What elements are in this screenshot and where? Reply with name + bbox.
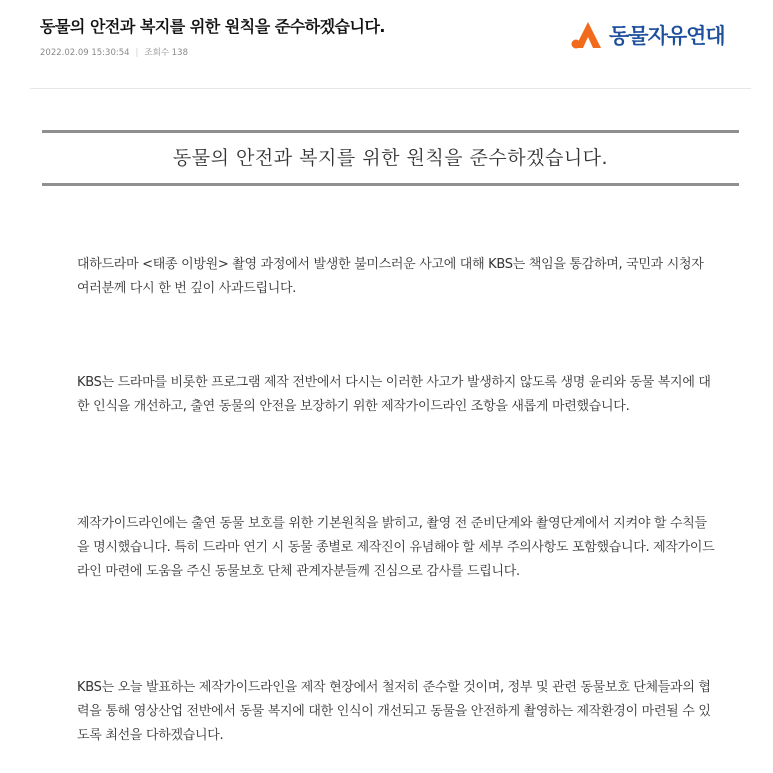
view-count: 조회수 138 xyxy=(144,48,188,58)
kara-logo[interactable] xyxy=(571,18,725,52)
meta-divider: | xyxy=(135,48,139,58)
paragraph-commitment: KBS는 오늘 발표하는 제작가이드라인을 제작 현장에서 철저히 준수할 것이며, 정부 및 관련 동물보호 단체들과의 협력을 통해 영상산업 전반에서 동물 복지에 대한 인식이 개선되고 동물을 안전하게 촬영하는 제작환경이 마련될 수 있도록 최선을 다하겠습니다. xyxy=(77,680,711,743)
post-header xyxy=(0,0,773,88)
logo-text: 동물자유연대 xyxy=(609,24,725,48)
paragraph-guideline-details: 제작가이드라인에는 출연 동물 보호를 위한 기본원칙을 밝히고, 촬영 전 준비단계와 촬영단계에서 지켜야 할 수칙들을 명시했습니다. 특히 드라마 연기 시 동물 종별로 제작진이 유념해야 할 세부 주의사항도 포함했습니다. 제작가이드라인 마련에 도움을 주신 동물보호 단체 관계자분들께 진심으로 감사를 드립니다. xyxy=(77,516,715,579)
header-divider xyxy=(30,88,751,89)
banner-title: 동물의 안전과 복지를 위한 원칙을 준수하겠습니다. xyxy=(172,147,609,169)
paragraph-guideline-intro: KBS는 드라마를 비롯한 프로그램 제작 전반에서 다시는 이러한 사고가 발생하지 않도록 생명 윤리와 동물 복지에 대한 인식을 개선하고, 출연 동물의 안전을 보장하기 위한 제작가이드라인 조항을 새롭게 마련했습니다. xyxy=(77,375,711,414)
paragraph-apology: 대하드라마 <태종 이방원> 촬영 과정에서 발생한 불미스러운 사고에 대해 KBS는 책임을 통감하며, 국민과 시청자 여러분께 다시 한 번 깊이 사과드립니다. xyxy=(77,257,704,296)
post-meta xyxy=(40,46,188,58)
post-title: 동물의 안전과 복지를 위한 원칙을 준수하겠습니다. xyxy=(40,17,386,36)
post-datetime: 2022.02.09 15:30:54 xyxy=(40,48,130,58)
logo-mark-icon xyxy=(571,20,605,50)
content-title-banner xyxy=(42,130,739,186)
